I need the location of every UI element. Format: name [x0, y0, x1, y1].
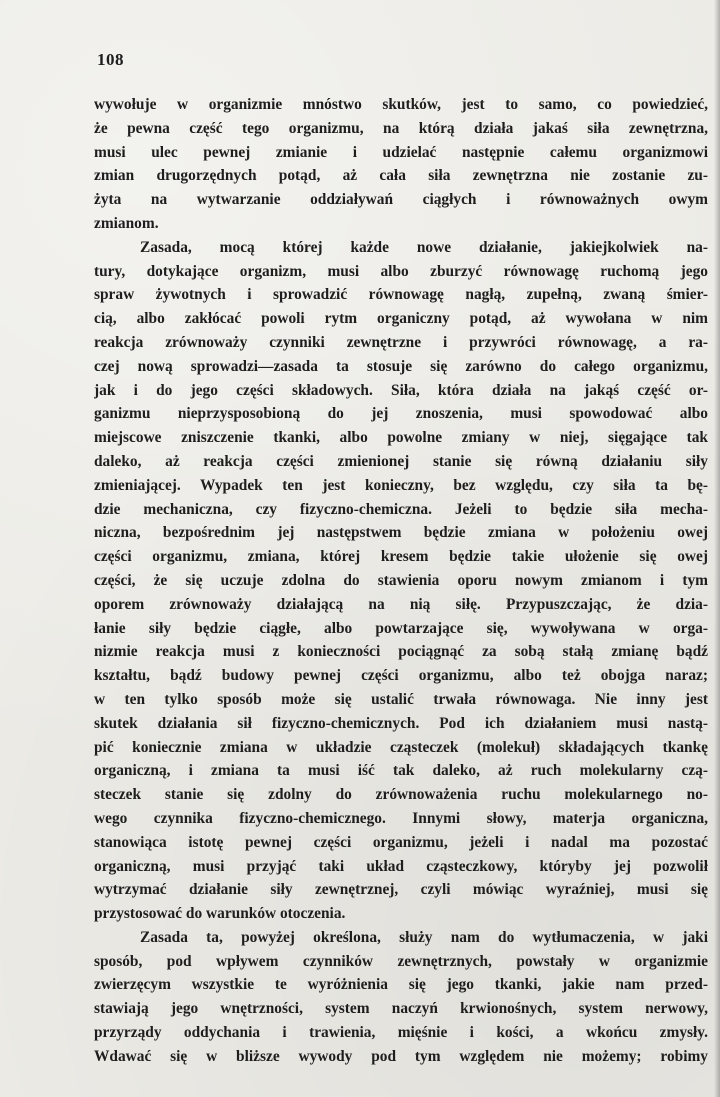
text-line: żyta na wytwarzanie oddziaływań ciągłych i równoważnych owym	[94, 191, 708, 209]
text-line: organiczną, musi przyjąć taki układ cząsteczkowy, któryby jej pozwolił	[94, 857, 708, 875]
text-line: zmieniającej. Wypadek ten jest konieczny, bez względu, czy siła ta bę-	[94, 476, 708, 494]
text-line: Zasada, mocą której każde nowe działanie, jakiejkolwiek na-	[140, 238, 708, 256]
text-line: zmian drugorzędnych potąd, aż cała siła zewnętrzna nie zostanie zu-	[94, 167, 708, 185]
text-line: Zasada ta, powyżej określona, służy nam do wytłumaczenia, w jaki	[140, 928, 708, 946]
text-line: przystosować do warunków otoczenia.	[94, 905, 346, 923]
text-line: musi ulec pewnej zmianie i udzielać następnie całemu organizmowi	[94, 143, 708, 161]
text-line: ganizmu nieprzysposobioną do jej znoszenia, musi spowodować albo	[94, 405, 708, 423]
text-line: wywołuje w organizmie mnóstwo skutków, jest to samo, co powiedzieć,	[94, 96, 708, 113]
text-line: tury, dotykające organizm, musi albo zburzyć równowagę ruchomą jego	[94, 262, 708, 280]
text-line: cią, albo zakłócać powoli rytm organiczny potąd, aż wywołana w nim	[94, 310, 708, 328]
text-line: skutek działania sił fizyczno-chemicznych. Pod ich działaniem musi nastą-	[94, 714, 708, 732]
text-line: wego czynnika fizyczno-chemicznego. Innymi słowy, materja organiczna,	[94, 809, 708, 827]
text-line: nizmie reakcja musi z konieczności pociągnąć za sobą stałą zmianę bądź	[94, 643, 708, 661]
text-line: zmianom.	[94, 214, 159, 232]
text-line: przyrządy oddychania i trawienia, mięśnie i kości, a wkońcu zmysły.	[94, 1024, 708, 1042]
text-line: wytrzymać działanie siły zewnętrznej, czyli mówiąc wyraźniej, musi się	[94, 881, 708, 899]
text-line: jak i do jego części składowych. Siła, która działa na jakąś część or-	[94, 381, 708, 399]
text-line: oporem zrównoważy działającą na nią siłę. Przypuszczając, że dzia-	[94, 595, 708, 613]
text-line: steczek stanie się zdolny do zrównoważenia ruchu molekularnego no-	[94, 786, 708, 804]
text-line: dzie mechaniczna, czy fizyczno-chemiczna. Jeżeli to będzie siła mecha-	[94, 500, 708, 518]
body-text	[94, 93, 708, 1069]
page-edge-shadow	[714, 0, 720, 1097]
text-line: stawiają jego wnętrzności, system naczyń krwionośnych, system nerwowy,	[94, 1000, 708, 1018]
text-line: daleko, aż reakcja części zmienionej stanie się równą działaniu siły	[94, 452, 708, 470]
text-line: w ten tylko sposób może się ustalić trwała równowaga. Nie inny jest	[94, 690, 708, 708]
text-line: stanowiąca istotę pewnej części organizmu, jeżeli i nadal ma pozostać	[94, 833, 708, 851]
text-line: zwierzęcym wszystkie te wyróżnienia się jego tkanki, jakie nam przed-	[94, 976, 708, 994]
text-line: czej nową sprowadzi—zasada ta stosuje się zarówno do całego organizmu,	[94, 357, 708, 375]
text-line: łanie siły będzie ciągłe, albo powtarzające się, wywoływana w orga-	[94, 619, 708, 637]
text-line: sposób, pod wpływem czynników zewnętrznych, powstały w organizmie	[94, 952, 708, 970]
text-line: Wdawać się w bliższe wywody pod tym względem nie możemy; robimy	[94, 1047, 708, 1065]
text-line: kształtu, bądź budowy pewnej części organizmu, albo też obojga naraz;	[94, 667, 708, 685]
page-number: 108	[97, 50, 124, 69]
text-line: części, że się uczuje zdolna do stawienia oporu nowym zmianom i tym	[94, 571, 708, 589]
text-line: miejscowe zniszczenie tkanki, albo powolne zmiany w niej, sięgające tak	[94, 429, 708, 447]
text-line: organiczną, i zmiana ta musi iść tak daleko, aż ruch molekularny czą-	[94, 762, 708, 780]
text-line: części organizmu, zmiana, której kresem będzie takie ułożenie się owej	[94, 548, 708, 566]
text-line: niczna, bezpośrednim jej następstwem będzie zmiana w położeniu owej	[94, 524, 708, 542]
text-line: spraw żywotnych i sprowadzić równowagę nagłą, zupełną, zwaną śmier-	[94, 286, 708, 304]
text-line: pić koniecznie zmiana w układzie cząsteczek (molekuł) składających tkankę	[94, 738, 708, 756]
text-line: reakcja zrównoważy czynniki zewnętrzne i przywróci równowagę, a ra-	[94, 333, 708, 351]
text-line: że pewna część tego organizmu, na którą działa jakaś siła zewnętrzna,	[94, 119, 708, 137]
